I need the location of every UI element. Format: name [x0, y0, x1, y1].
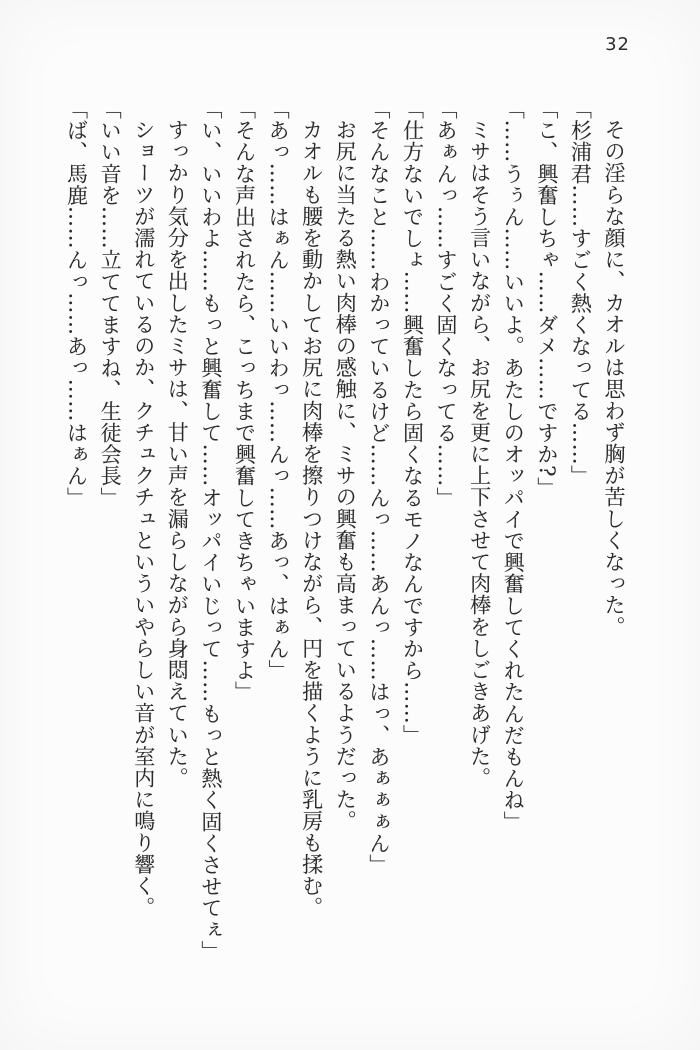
paragraph: 「そんな声出されたら、こっちまで興奮してきちゃいますよ」	[232, 98, 257, 703]
paragraph: ショーツが濡れているのか、クチュクチュといういやらしい音が室内に鳴り響く。	[131, 119, 156, 919]
page-text	[59, 98, 630, 990]
paragraph: カオルも腰を動かしてお尻に肉棒を擦りつけながら、円を描くように乳房も揉む。	[299, 119, 324, 919]
paragraph: 「杉浦君……すごく熱くなってる……」	[568, 98, 593, 487]
paragraph: 「そんなこと……わかっているけど……んっ……あんっ……はっ、あぁぁぁん」	[366, 98, 391, 876]
paragraph: 「い、いいわよ……もっと興奮して……オッパイいじって……もっと熱く固くさせてぇ」	[198, 98, 223, 962]
paragraph: 「仕方ないでしょ……興奮したら固くなるモノなんですから……」	[400, 98, 425, 746]
paragraph: すっかり気分を出したミサは、甘い声を漏らしながら身悶えていた。	[165, 119, 190, 789]
paragraph: 「……うぅん……いいよ。あたしのオッパイで興奮してくれたんだもんね」	[501, 98, 526, 833]
paragraph: 「あっ……はぁん……いいわっ……んっ……あっ、はぁん」	[266, 98, 291, 682]
paragraph: 「いい音を……立ててますね、生徒会長」	[98, 98, 123, 509]
paragraph: 「こ、興奮しちゃ……ダメ……ですか?」	[534, 98, 559, 499]
page-number: 32	[605, 34, 630, 55]
paragraph: ミサはそう言いながら、お尻を更に上下させて肉棒をしごきあげた。	[467, 119, 492, 789]
paragraph: その淫らな顔に、カオルは思わず胸が苦しくなった。	[602, 119, 626, 638]
paragraph: 「あぁんっ……すごく固くなってる……」	[434, 98, 459, 509]
paragraph: お尻に当たる熱い肉棒の感触に、ミサの興奮も高まっているようだった。	[333, 119, 358, 832]
paragraph: 「ば、馬鹿……んっ……あっ……はぁん」	[64, 98, 89, 509]
